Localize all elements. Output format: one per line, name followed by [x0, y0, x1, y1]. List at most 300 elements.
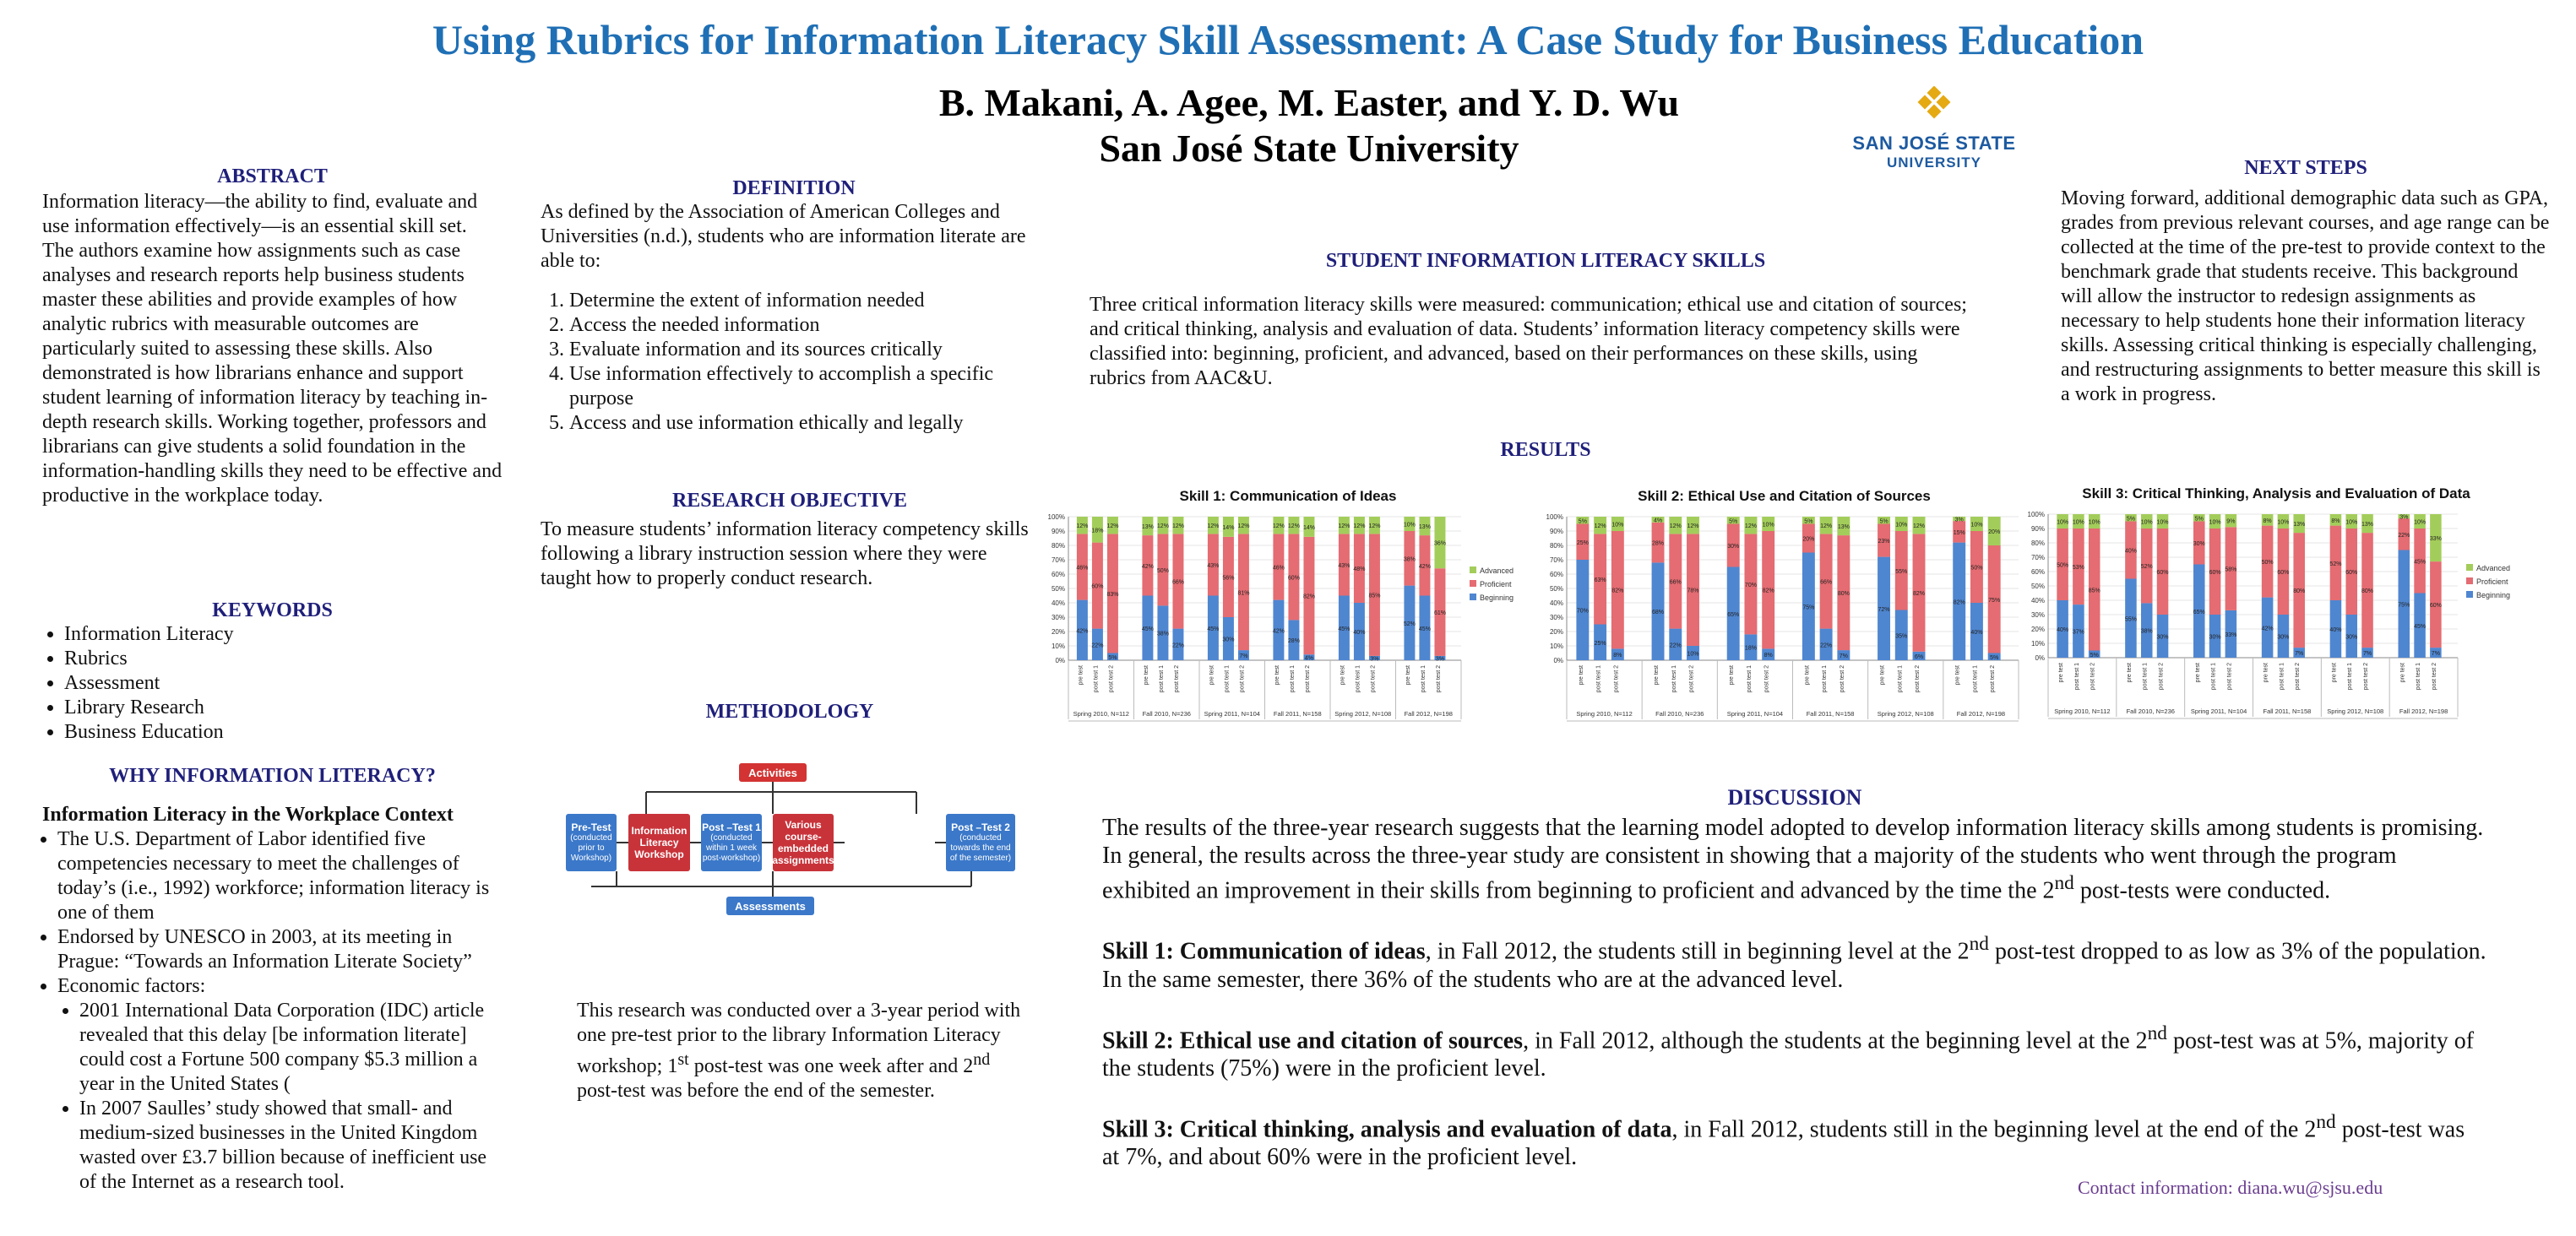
discussion-heading: DISCUSSION — [1727, 785, 1862, 810]
data-label: 10% — [2057, 519, 2069, 526]
next-steps-section — [2061, 157, 2551, 407]
legend-label: Proficient — [2476, 577, 2508, 586]
bar-label: post test 2 — [1915, 665, 1921, 693]
data-label: 6% — [1914, 653, 1924, 660]
data-label: 65% — [2193, 609, 2205, 615]
data-label: 75% — [1988, 597, 2001, 604]
y-tick-label: 10% — [1051, 642, 1065, 650]
data-label: 72% — [1878, 606, 1890, 613]
bar-label: post test 2 — [1990, 665, 1997, 693]
data-label: 12% — [1353, 523, 1366, 530]
group-label: Spring 2011, N=104 — [2190, 707, 2247, 715]
bar-label: post test 1 — [1595, 665, 1602, 693]
legend-label: Advanced — [2476, 564, 2511, 572]
data-label: 37% — [2072, 629, 2084, 636]
definition-item: 2. Access the needed information — [569, 313, 1047, 338]
bar-label: post test 2 — [2226, 663, 2233, 691]
bar-label: post test 1 — [1822, 665, 1829, 693]
discussion-skill-2: Skill 2: Ethical use and citation of sources, in Fall 2012, although the students at the beginning level at the 2nd post-test was at 5%, majority of the students (75%) were in the proficient level. — [1102, 1022, 2475, 1082]
bar-label: pre test — [1274, 665, 1280, 686]
group-label: Spring 2012, N=108 — [2327, 707, 2384, 715]
flow-post2: Post –Test 2 (conducted towards the end of the semester) — [946, 814, 1015, 871]
definition-intro: As defined by the Association of American Colleges and Universities (n.d.), students who are information literate are able to: — [541, 201, 1026, 272]
data-label: 38% — [2140, 628, 2153, 635]
group-label: Spring 2012, N=108 — [1877, 710, 1934, 718]
group-label: Fall 2012, N=198 — [2399, 707, 2448, 715]
data-label: 75% — [2398, 602, 2410, 609]
data-label: 82% — [1913, 591, 1926, 598]
data-label: 58% — [2225, 566, 2237, 573]
bar-label: post test 2 — [2090, 663, 2096, 691]
data-label: 10% — [1895, 522, 1908, 529]
data-label: 30% — [2209, 634, 2221, 641]
bar-label: post test 1 — [1746, 665, 1753, 693]
data-label: 52% — [1403, 621, 1416, 627]
data-label: 80% — [2361, 588, 2374, 595]
chart-skill-1 — [1043, 488, 1533, 760]
bar-label: pre test — [1954, 665, 1961, 686]
why-item: • The U.S. Department of Labor identified five competencies necessary to meet the challenges of today’s (i.e., 1992) workforce; information literacy is one of them — [57, 827, 503, 925]
data-label: 55% — [1895, 568, 1908, 575]
flow-activities: Activities — [739, 763, 807, 782]
group-label: Fall 2010, N=236 — [2126, 707, 2175, 715]
data-label: 10% — [2140, 519, 2153, 526]
bar-label: pre test — [1654, 665, 1660, 686]
data-label: 40% — [2124, 548, 2137, 555]
methodology-heading: METHODOLOGY — [705, 701, 874, 723]
y-tick-label: 70% — [2030, 554, 2045, 561]
data-label: 12% — [1820, 523, 1833, 530]
chart-skill-2 — [1541, 488, 2027, 760]
y-tick-label: 100% — [2027, 511, 2045, 518]
data-label: 12% — [1744, 523, 1757, 530]
bar-label: post test 2 — [1304, 665, 1311, 693]
group-label: Spring 2011, N=104 — [1726, 710, 1784, 718]
data-label: 66% — [1820, 579, 1833, 586]
skills-heading: STUDENT INFORMATION LITERACY SKILLS — [1325, 250, 1766, 272]
methodology-section — [541, 701, 1039, 724]
bar-label: pre test — [1879, 665, 1886, 686]
definition-item: 5. Access and use information ethically and legally — [569, 411, 1047, 436]
bar-label: post test 2 — [2295, 663, 2302, 691]
group-label: Spring 2010, N=112 — [1073, 710, 1129, 718]
flow-spacer — [845, 814, 935, 871]
keyword-item: • Business Education — [64, 720, 503, 745]
bar-label: post test 1 — [2347, 663, 2354, 691]
y-tick-label: 80% — [1549, 542, 1563, 550]
data-label: 33% — [2225, 632, 2237, 638]
bar-label: post test 1 — [2142, 663, 2149, 691]
legend-label: Proficient — [1480, 580, 1512, 588]
data-label: 53% — [2072, 565, 2084, 572]
discussion-paragraph: The results of the three-year research suggests that the learning model adopted to develop information literacy skills among students is promising. In general, the results across the three-year study are consistent in showing that a majority of the students who went through the program exhibited an improvement in their skills from beginning to proficient and advanced by the time the 2nd post-tests were conducted. — [1102, 815, 2484, 904]
legend-label: Beginning — [1480, 594, 1514, 602]
data-label: 52% — [2329, 561, 2342, 567]
data-label: 30% — [2156, 634, 2169, 641]
y-tick-label: 30% — [1549, 614, 1563, 621]
data-label: 13% — [1141, 524, 1154, 531]
bar-label: post test 2 — [2363, 663, 2370, 691]
data-label: 14% — [1302, 524, 1315, 531]
university-logo — [1841, 86, 2027, 171]
data-label: 60% — [1091, 583, 1104, 590]
bar-label: post test 2 — [1613, 665, 1620, 693]
data-label: 14% — [1222, 524, 1235, 531]
data-label: 40% — [1353, 630, 1366, 636]
group-label: Fall 2012, N=198 — [1956, 710, 2006, 718]
data-label: 82% — [1302, 594, 1315, 600]
bar-label: post test 1 — [1355, 665, 1361, 693]
y-tick-label: 40% — [1051, 599, 1065, 607]
chart-title: Skill 1: Communication of Ideas — [1179, 488, 1397, 504]
data-label: 18% — [1744, 645, 1757, 652]
data-label: 10% — [2414, 519, 2427, 526]
legend-label: Beginning — [2476, 591, 2511, 599]
data-label: 70% — [1576, 608, 1589, 615]
why-sublist — [57, 999, 503, 1195]
data-label: 45% — [1338, 626, 1350, 632]
data-label: 60% — [2156, 570, 2169, 576]
abstract-text: Information literacy—the ability to find, evaluate and use information effectively—is an essential skill set. The authors examine how assignments such as case analyses and research reports help business students master these abilities and provide examples of how analytic rubrics with measurable outcomes are particularly suited to assessing these skills. Also demonstrated is how librarians enhance and support student learning of information literacy by teaching in-depth research skills. Working together, professors and librarians can give students a solid foundation in the information-handling skills they need to be effective and productive in the workplace today. — [42, 191, 503, 507]
bar-label: pre test — [1729, 665, 1736, 686]
legend-swatch — [2466, 591, 2473, 598]
bar-label: pre test — [1143, 665, 1149, 686]
data-label: 22% — [1669, 642, 1682, 649]
bar-label: post test 1 — [1420, 665, 1427, 693]
y-tick-label: 20% — [1051, 628, 1065, 636]
keywords-list — [42, 622, 503, 745]
group-label: Fall 2010, N=236 — [1142, 710, 1191, 718]
data-label: 5% — [2126, 516, 2136, 523]
methodology-text: This research was conducted over a 3-year period with one pre-test prior to the library Information Literacy workshop; 1st post-test was one week after and 2nd post-test was before the end of the semester. — [577, 1000, 1021, 1102]
data-label: 7% — [1239, 653, 1248, 660]
y-tick-label: 60% — [1051, 571, 1065, 578]
data-label: 20% — [1988, 529, 2001, 535]
bar-label: pre test — [1405, 665, 1411, 686]
bar-label: post test 1 — [1289, 665, 1296, 693]
data-label: 60% — [2429, 603, 2442, 610]
y-tick-label: 100% — [1546, 513, 1563, 521]
bar-label: pre test — [2399, 663, 2406, 683]
data-label: 5% — [1729, 518, 1738, 525]
data-label: 33% — [2429, 536, 2442, 543]
data-label: 50% — [1970, 565, 1983, 572]
data-label: 83% — [1106, 591, 1119, 598]
keyword-item: • Assessment — [64, 671, 503, 696]
data-label: 10% — [2156, 519, 2169, 526]
data-label: 12% — [1272, 523, 1285, 530]
group-label: Spring 2012, N=108 — [1334, 710, 1392, 718]
chart-skill-3 — [2023, 485, 2530, 760]
keyword-item: • Information Literacy — [64, 622, 503, 647]
y-tick-label: 80% — [2030, 539, 2045, 547]
data-label: 60% — [1287, 575, 1300, 582]
data-label: 50% — [2261, 560, 2274, 566]
data-label: 12% — [1594, 523, 1606, 530]
y-tick-label: 50% — [1051, 585, 1065, 593]
data-label: 8% — [1764, 653, 1773, 659]
legend-swatch — [1470, 580, 1476, 587]
data-label: 61% — [1433, 610, 1446, 617]
bar-label: post test 1 — [1897, 665, 1904, 693]
data-label: 22% — [1171, 642, 1184, 649]
data-label: 12% — [1669, 523, 1682, 530]
data-label: 30% — [2193, 541, 2205, 547]
data-label: 38% — [1403, 556, 1416, 563]
data-label: 9% — [2226, 518, 2236, 525]
data-label: 12% — [1156, 523, 1169, 530]
bar-label: post test 1 — [2279, 663, 2285, 691]
data-label: 82% — [1611, 588, 1624, 594]
bar-label: pre test — [1804, 665, 1811, 686]
bar-label: post test 2 — [1839, 665, 1845, 693]
bar-label: post test 1 — [2210, 663, 2217, 691]
data-label: 12% — [1207, 523, 1220, 530]
data-label: 42% — [1141, 563, 1154, 570]
data-label: 10% — [2072, 519, 2084, 526]
data-label: 7% — [2295, 651, 2304, 658]
discussion-section — [1102, 785, 2487, 1171]
poster-title: Using Rubrics for Information Literacy Skill Assessment: A Case Study for Business Education — [432, 16, 2144, 63]
data-label: 3% — [1435, 656, 1445, 663]
data-label: 50% — [1156, 567, 1169, 574]
data-label: 22% — [1820, 642, 1833, 649]
bar-label: post test 1 — [2073, 663, 2080, 691]
data-label: 5% — [2194, 516, 2204, 523]
y-tick-label: 0% — [1055, 657, 1065, 664]
data-label: 7% — [2431, 651, 2440, 658]
data-label: 78% — [1687, 588, 1699, 594]
discussion-skill-3: Skill 3: Critical thinking, analysis and evaluation of data, in Fall 2012, students still in the beginning level at the end of the 2nd post-test was at 7%, and about 60% were in the proficient level. — [1102, 1110, 2465, 1171]
y-tick-label: 70% — [1549, 556, 1563, 564]
discussion-skill-1: Skill 1: Communication of ideas, in Fall 2012, the students still in beginning level at the 2nd post-test dropped to as low as 3% of the population. In the same semester, there 36% of the students who are at the advanced level. — [1102, 933, 2486, 993]
bar-label: pre test — [2126, 663, 2133, 683]
bar-label: post test 2 — [1108, 665, 1115, 693]
data-label: 25% — [1594, 640, 1606, 647]
data-label: 12% — [1171, 523, 1184, 530]
data-label: 12% — [1237, 523, 1250, 530]
chart-svg — [1043, 505, 1533, 758]
y-tick-label: 0% — [1553, 657, 1563, 664]
bar-label: post test 1 — [1093, 665, 1100, 693]
data-label: 12% — [1338, 523, 1350, 530]
objective-heading: RESEARCH OBJECTIVE — [671, 490, 908, 512]
data-label: 12% — [1076, 523, 1089, 530]
data-label: 60% — [2277, 570, 2290, 576]
data-label: 43% — [1207, 562, 1220, 569]
flow-assessments: Assessments — [726, 897, 814, 915]
data-label: 60% — [2345, 570, 2358, 576]
bar-label: pre test — [2331, 663, 2338, 683]
chart-title: Skill 3: Critical Thinking, Analysis and Evaluation of Data — [2082, 485, 2470, 501]
data-label: 10% — [2277, 519, 2290, 526]
data-label: 48% — [1353, 566, 1366, 573]
definition-item: 4. Use information effectively to accomplish a specific purpose — [569, 362, 1047, 411]
data-label: 42% — [2261, 626, 2274, 632]
data-label: 4% — [1653, 518, 1663, 524]
keywords-heading: KEYWORDS — [212, 599, 333, 621]
data-label: 50% — [2057, 562, 2069, 569]
why-list — [42, 827, 503, 1195]
data-label: 10% — [1403, 522, 1416, 529]
data-label: 63% — [1594, 577, 1606, 583]
chart-svg — [1541, 505, 2027, 758]
data-label: 30% — [2345, 634, 2358, 641]
data-label: 36% — [1433, 540, 1446, 547]
authors: B. Makani, A. Agee, M. Easter, and Y. D. Wu — [938, 81, 1680, 124]
data-label: 3% — [1370, 656, 1379, 663]
bar-label: pre test — [1578, 665, 1584, 686]
methodology-diagram — [566, 760, 1022, 929]
why-subitem: • 2001 International Data Corporation (IDC) article revealed that this delay [be information literate] could cost a Fortune 500 company $5.3 million a year in the United States ( — [79, 999, 503, 1097]
data-label: 7% — [2362, 651, 2372, 658]
data-label: 85% — [2088, 588, 2100, 594]
data-label: 4% — [1304, 655, 1314, 662]
y-tick-label: 60% — [2030, 568, 2045, 576]
bar-label: post test 1 — [2416, 663, 2422, 691]
y-tick-label: 90% — [1051, 528, 1065, 535]
next-steps-text: Moving forward, additional demographic data such as GPA, grades from previous relevant courses, and age range can be collected at the time of the pre-test to provide context to the benchmark grade that students receive. This background will allow the instructor to redesign assignments as necessary to help students hone their information literacy skills. Assessing critical thinking is especially challenging, and restructuring assignments to better measure this skill is a work in progress. — [2061, 187, 2550, 405]
data-label: 10% — [2209, 519, 2221, 526]
bar-label: post test 1 — [1224, 665, 1231, 693]
skills-section — [1090, 250, 2002, 391]
y-tick-label: 20% — [2030, 626, 2045, 633]
bar-label: post test 2 — [1370, 665, 1377, 693]
abstract-section — [42, 165, 503, 508]
legend-swatch — [1470, 566, 1476, 573]
keyword-item: • Library Research — [64, 696, 503, 720]
data-label: 42% — [1272, 628, 1285, 635]
group-label: Fall 2012, N=198 — [1404, 710, 1453, 718]
data-label: 82% — [1953, 599, 1965, 606]
definition-heading: DEFINITION — [732, 177, 856, 199]
abstract-heading: ABSTRACT — [217, 165, 328, 187]
why-item: • Economic factors: • 2001 International Data Corporation (IDC) article revealed that this delay [be information literate] could cost a Fortune 500 company $5.3 million a year in the United States ( • In 2007 Saulles’ study showed that small- and medium-sized businesses in the United Kingdom wasted over £3.7 billion because of inefficient use of the Internet as a research tool. — [57, 974, 503, 1195]
data-label: 70% — [1744, 582, 1757, 588]
data-label: 85% — [1368, 593, 1381, 599]
author-block — [760, 80, 1858, 171]
bar-label: post test 2 — [1688, 665, 1695, 693]
data-label: 13% — [2361, 522, 2374, 529]
bar-label: post test 1 — [1158, 665, 1165, 693]
data-label: 45% — [2414, 623, 2427, 630]
data-label: 80% — [1837, 591, 1850, 598]
y-tick-label: 20% — [1549, 628, 1563, 636]
data-label: 45% — [1141, 626, 1154, 632]
data-label: 5% — [1804, 518, 1813, 525]
legend-swatch — [2466, 564, 2473, 571]
bar-label: post test 2 — [2158, 663, 2165, 691]
data-label: 46% — [1272, 565, 1285, 572]
data-label: 45% — [1207, 626, 1220, 632]
why-section — [42, 765, 503, 1195]
y-tick-label: 0% — [2035, 654, 2045, 662]
data-label: 35% — [1895, 633, 1908, 640]
data-label: 10% — [1762, 522, 1774, 529]
data-label: 45% — [1418, 626, 1431, 632]
data-label: 13% — [2293, 522, 2306, 529]
data-label: 5% — [1108, 654, 1117, 661]
data-label: 3% — [1954, 517, 1964, 523]
data-label: 18% — [1091, 528, 1104, 534]
why-heading: WHY INFORMATION LITERACY? — [109, 765, 436, 787]
y-tick-label: 90% — [2030, 525, 2045, 533]
bar-label: post test 1 — [1671, 665, 1677, 693]
y-tick-label: 90% — [1549, 528, 1563, 535]
keyword-item: • Rubrics — [64, 647, 503, 671]
legend-label: Advanced — [1480, 566, 1514, 575]
bar-label: pre test — [2263, 663, 2269, 683]
logo-name: SAN JOSÉ STATE — [1852, 133, 2016, 154]
y-tick-label: 40% — [1549, 599, 1563, 607]
group-label: Spring 2011, N=104 — [1204, 710, 1260, 718]
objective-text: To measure students’ information literacy competency skills following a library instruction session where they were taught how to properly conduct research. — [541, 518, 1029, 589]
bar-label: pre test — [1078, 665, 1084, 686]
data-label: 5% — [1578, 518, 1587, 525]
legend-swatch — [2466, 577, 2473, 584]
data-label: 10% — [1687, 651, 1699, 658]
contact-info: Contact information: diana.wu@sjsu.edu — [2078, 1177, 2383, 1198]
y-tick-label: 30% — [2030, 611, 2045, 619]
data-label: 45% — [2414, 559, 2427, 566]
data-label: 56% — [1222, 575, 1235, 582]
data-label: 12% — [1106, 523, 1119, 530]
objective-section — [541, 490, 1039, 591]
data-label: 30% — [2277, 634, 2290, 641]
y-tick-label: 10% — [2030, 640, 2045, 648]
data-label: 38% — [1156, 631, 1169, 637]
data-label: 82% — [1762, 588, 1774, 594]
group-label: Spring 2010, N=112 — [2054, 707, 2111, 715]
chart-title: Skill 2: Ethical Use and Citation of Sources — [1638, 488, 1931, 504]
data-label: 13% — [1418, 524, 1431, 531]
bar-label: post test 2 — [1173, 665, 1180, 693]
data-label: 65% — [1727, 611, 1740, 618]
data-label: 22% — [2398, 532, 2410, 539]
data-label: 60% — [2209, 570, 2221, 576]
data-label: 42% — [1076, 628, 1089, 635]
why-subitem: • In 2007 Saulles’ study showed that small- and medium-sized businesses in the United Kingdom wasted over £3.7 billion because of inefficient use of the Internet as a research tool. — [79, 1097, 503, 1195]
data-label: 28% — [1287, 638, 1300, 645]
skills-text: Three critical information literacy skills were measured: communication; ethical use and citation of sources; and critical thinking, analysis and evaluation of data. Students’ information literacy competency skills were classified into: beginning, proficient, and advanced, based on their performances on these skills, using rubrics from AAC&U. — [1090, 294, 1967, 389]
definition-item: 1. Determine the extent of information needed — [569, 289, 1047, 313]
why-subheading: Information Literacy in the Workplace Context — [42, 804, 454, 826]
definition-section — [541, 177, 1047, 436]
y-tick-label: 50% — [1549, 585, 1563, 593]
data-label: 30% — [1222, 637, 1235, 643]
y-tick-label: 30% — [1051, 614, 1065, 621]
bar-label: pre test — [2058, 663, 2065, 683]
flow-course-assignments: Various course-embedded assignments — [773, 814, 834, 871]
data-label: 28% — [1652, 540, 1665, 547]
data-label: 5% — [1879, 518, 1889, 525]
data-label: 30% — [1727, 544, 1740, 550]
data-label: 12% — [1913, 523, 1926, 530]
logo-sub: UNIVERSITY — [1886, 154, 1982, 171]
y-tick-label: 60% — [1549, 571, 1563, 578]
why-item: • Endorsed by UNESCO in 2003, at its meeting in Prague: “Towards an Information Literate Society” — [57, 925, 503, 974]
y-tick-label: 80% — [1051, 542, 1065, 550]
bar-label: post test 2 — [2431, 663, 2437, 691]
data-label: 23% — [1878, 539, 1890, 545]
data-label: 5% — [2090, 652, 2099, 659]
data-label: 40% — [2329, 627, 2342, 633]
group-label: Fall 2010, N=236 — [1655, 710, 1704, 718]
data-label: 15% — [1953, 529, 1965, 536]
data-label: 43% — [1338, 562, 1350, 569]
definition-list — [541, 289, 1047, 436]
next-steps-heading: NEXT STEPS — [2244, 157, 2367, 179]
